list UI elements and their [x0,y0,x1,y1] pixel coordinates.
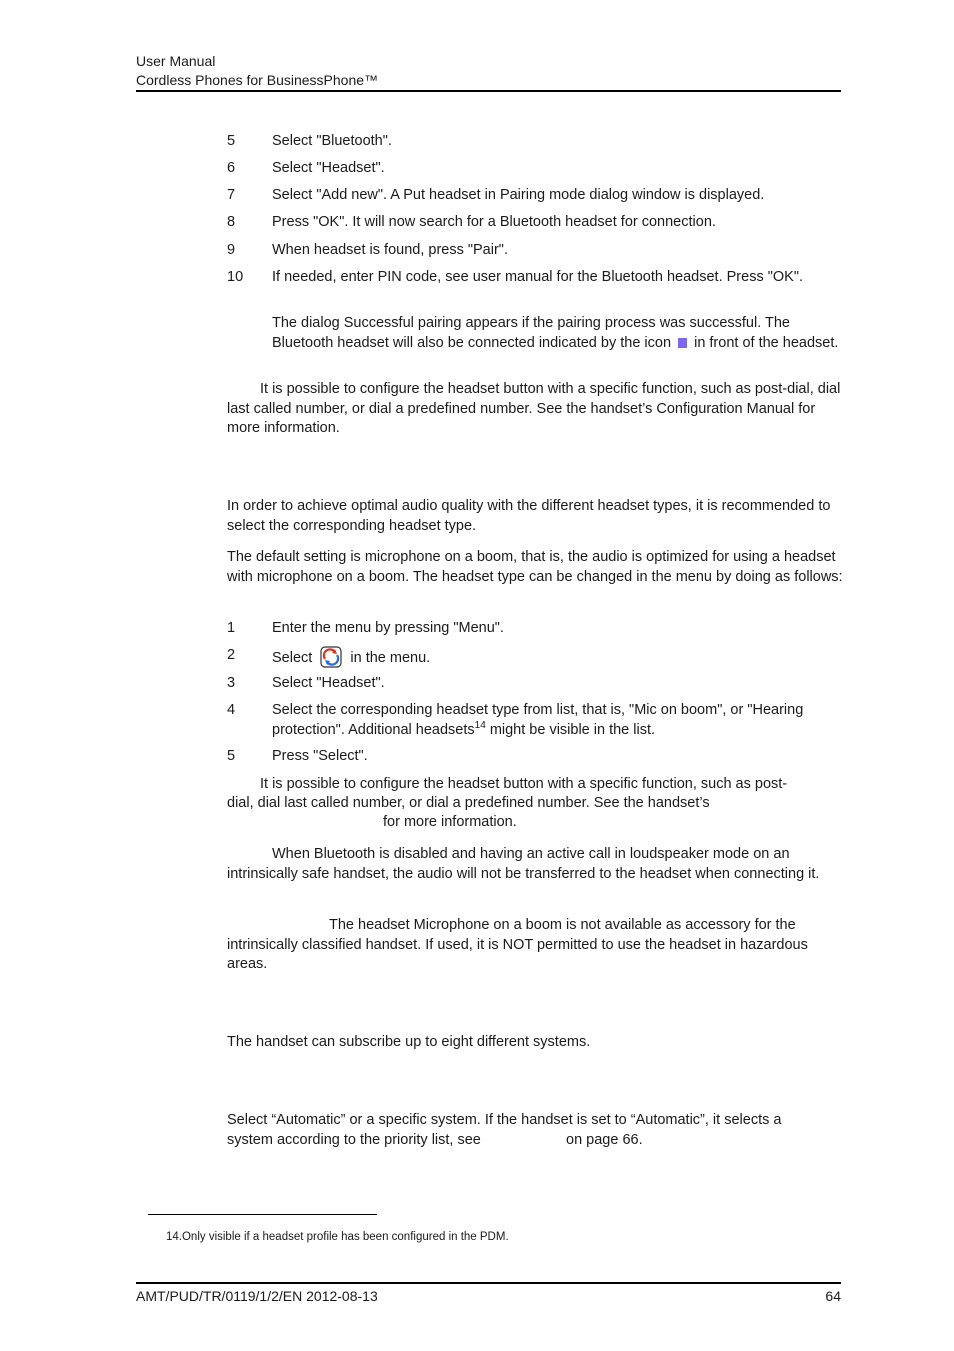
step-text-main: Select the corresponding headset type from list, that is, "Mic on boom", or "Hearing protection". Additional headsets [272,702,804,738]
step-text: Select "Bluetooth". [272,133,392,149]
step-number: 4 [227,702,236,718]
note-config: It is possible to configure the headset button with a specific function, such as post-dial, dial last called number, or dial a predefined number. See the handset’s Configuration Manual for more information. [227,381,841,436]
select-system-line2: system according to the priority list, see [227,1132,481,1148]
pairing-note [272,314,844,353]
headset-type-default: The default setting is microphone on a boom, that is, the audio is optimized for using a headset with microphone on a boom. The headset type can be changed in the menu by doing as follows: [227,549,843,585]
step-number: 9 [227,242,236,258]
step-text: If needed, enter PIN code, see user manual for the Bluetooth headset. Press "OK". [272,269,803,285]
footnote-ref: 14 [474,719,486,731]
pairing-note-text: The dialog Successful pairing appears if the pairing process was successful. The Bluetooth headset will also be connected indicated by the icon [272,315,790,351]
header-rule [136,90,841,92]
step-number: 10 [227,269,244,285]
bluetooth-connected-icon [678,338,687,348]
note-boom: The headset Microphone on a boom is not available as accessory for the intrinsically classified handset. If used, it is NOT permitted to use the headset in hazardous areas. [227,917,808,972]
step-text: Select "Headset". [272,160,385,176]
step-number: 6 [227,160,236,176]
footnote-rule [148,1214,377,1215]
headset-type-intro: In order to achieve optimal audio quality with the different headset types, it is recommended to select the corresponding headset type. [227,498,831,534]
settings-icon [320,646,342,668]
step-text: Press "Select". [272,748,368,764]
step-text-menu: in the menu. [350,650,431,666]
step-text: Select "Add new". A Put headset in Pairing mode dialog window is displayed. [272,187,765,203]
step-number: 8 [227,214,236,230]
pairing-note-text-end: in front of the headset. [694,334,839,351]
step-number: 5 [227,748,236,764]
step-number: 3 [227,675,236,691]
select-system-page-ref: on page 66. [566,1132,643,1148]
header-subtitle: Cordless Phones for BusinessPhone™ [136,72,379,88]
step-text [272,701,817,740]
step-text: When headset is found, press "Pair". [272,242,508,258]
note-config-line3: for more information. [383,814,517,830]
select-system-line1: Select “Automatic” or a specific system. If the handset is set to “Automatic”, it selects a [227,1112,782,1128]
footnote: 14.Only visible if a headset profile has been configured in the PDM. [166,1231,509,1243]
step-text-select: Select [272,650,313,666]
footer-rule [136,1282,841,1284]
note-config-line2: dial, dial last called number, or dial a predefined number. See the handset’s [227,795,710,811]
step-text: Press "OK". It will now search for a Bluetooth headset for connection. [272,214,716,230]
header-title: User Manual [136,53,216,69]
step-text: Enter the menu by pressing "Menu". [272,620,504,636]
step-text-end: might be visible in the list. [489,721,656,738]
note-config-line1: It is possible to configure the headset button with a specific function, such as post- [260,776,788,792]
step-text [272,646,844,669]
note-bluetooth: When Bluetooth is disabled and having an active call in loudspeaker mode on an intrinsically safe handset, the audio will not be transferred to the headset when connecting it. [227,846,820,882]
footer-doc-id: AMT/PUD/TR/0119/1/2/EN 2012-08-13 [136,1288,378,1304]
step-text: Select "Headset". [272,675,385,691]
step-number: 7 [227,187,236,203]
page-number: 64 [825,1288,841,1304]
step-number: 5 [227,133,236,149]
step-number: 1 [227,620,236,636]
step-number: 2 [227,647,236,663]
systems-text: The handset can subscribe up to eight different systems. [227,1034,591,1050]
